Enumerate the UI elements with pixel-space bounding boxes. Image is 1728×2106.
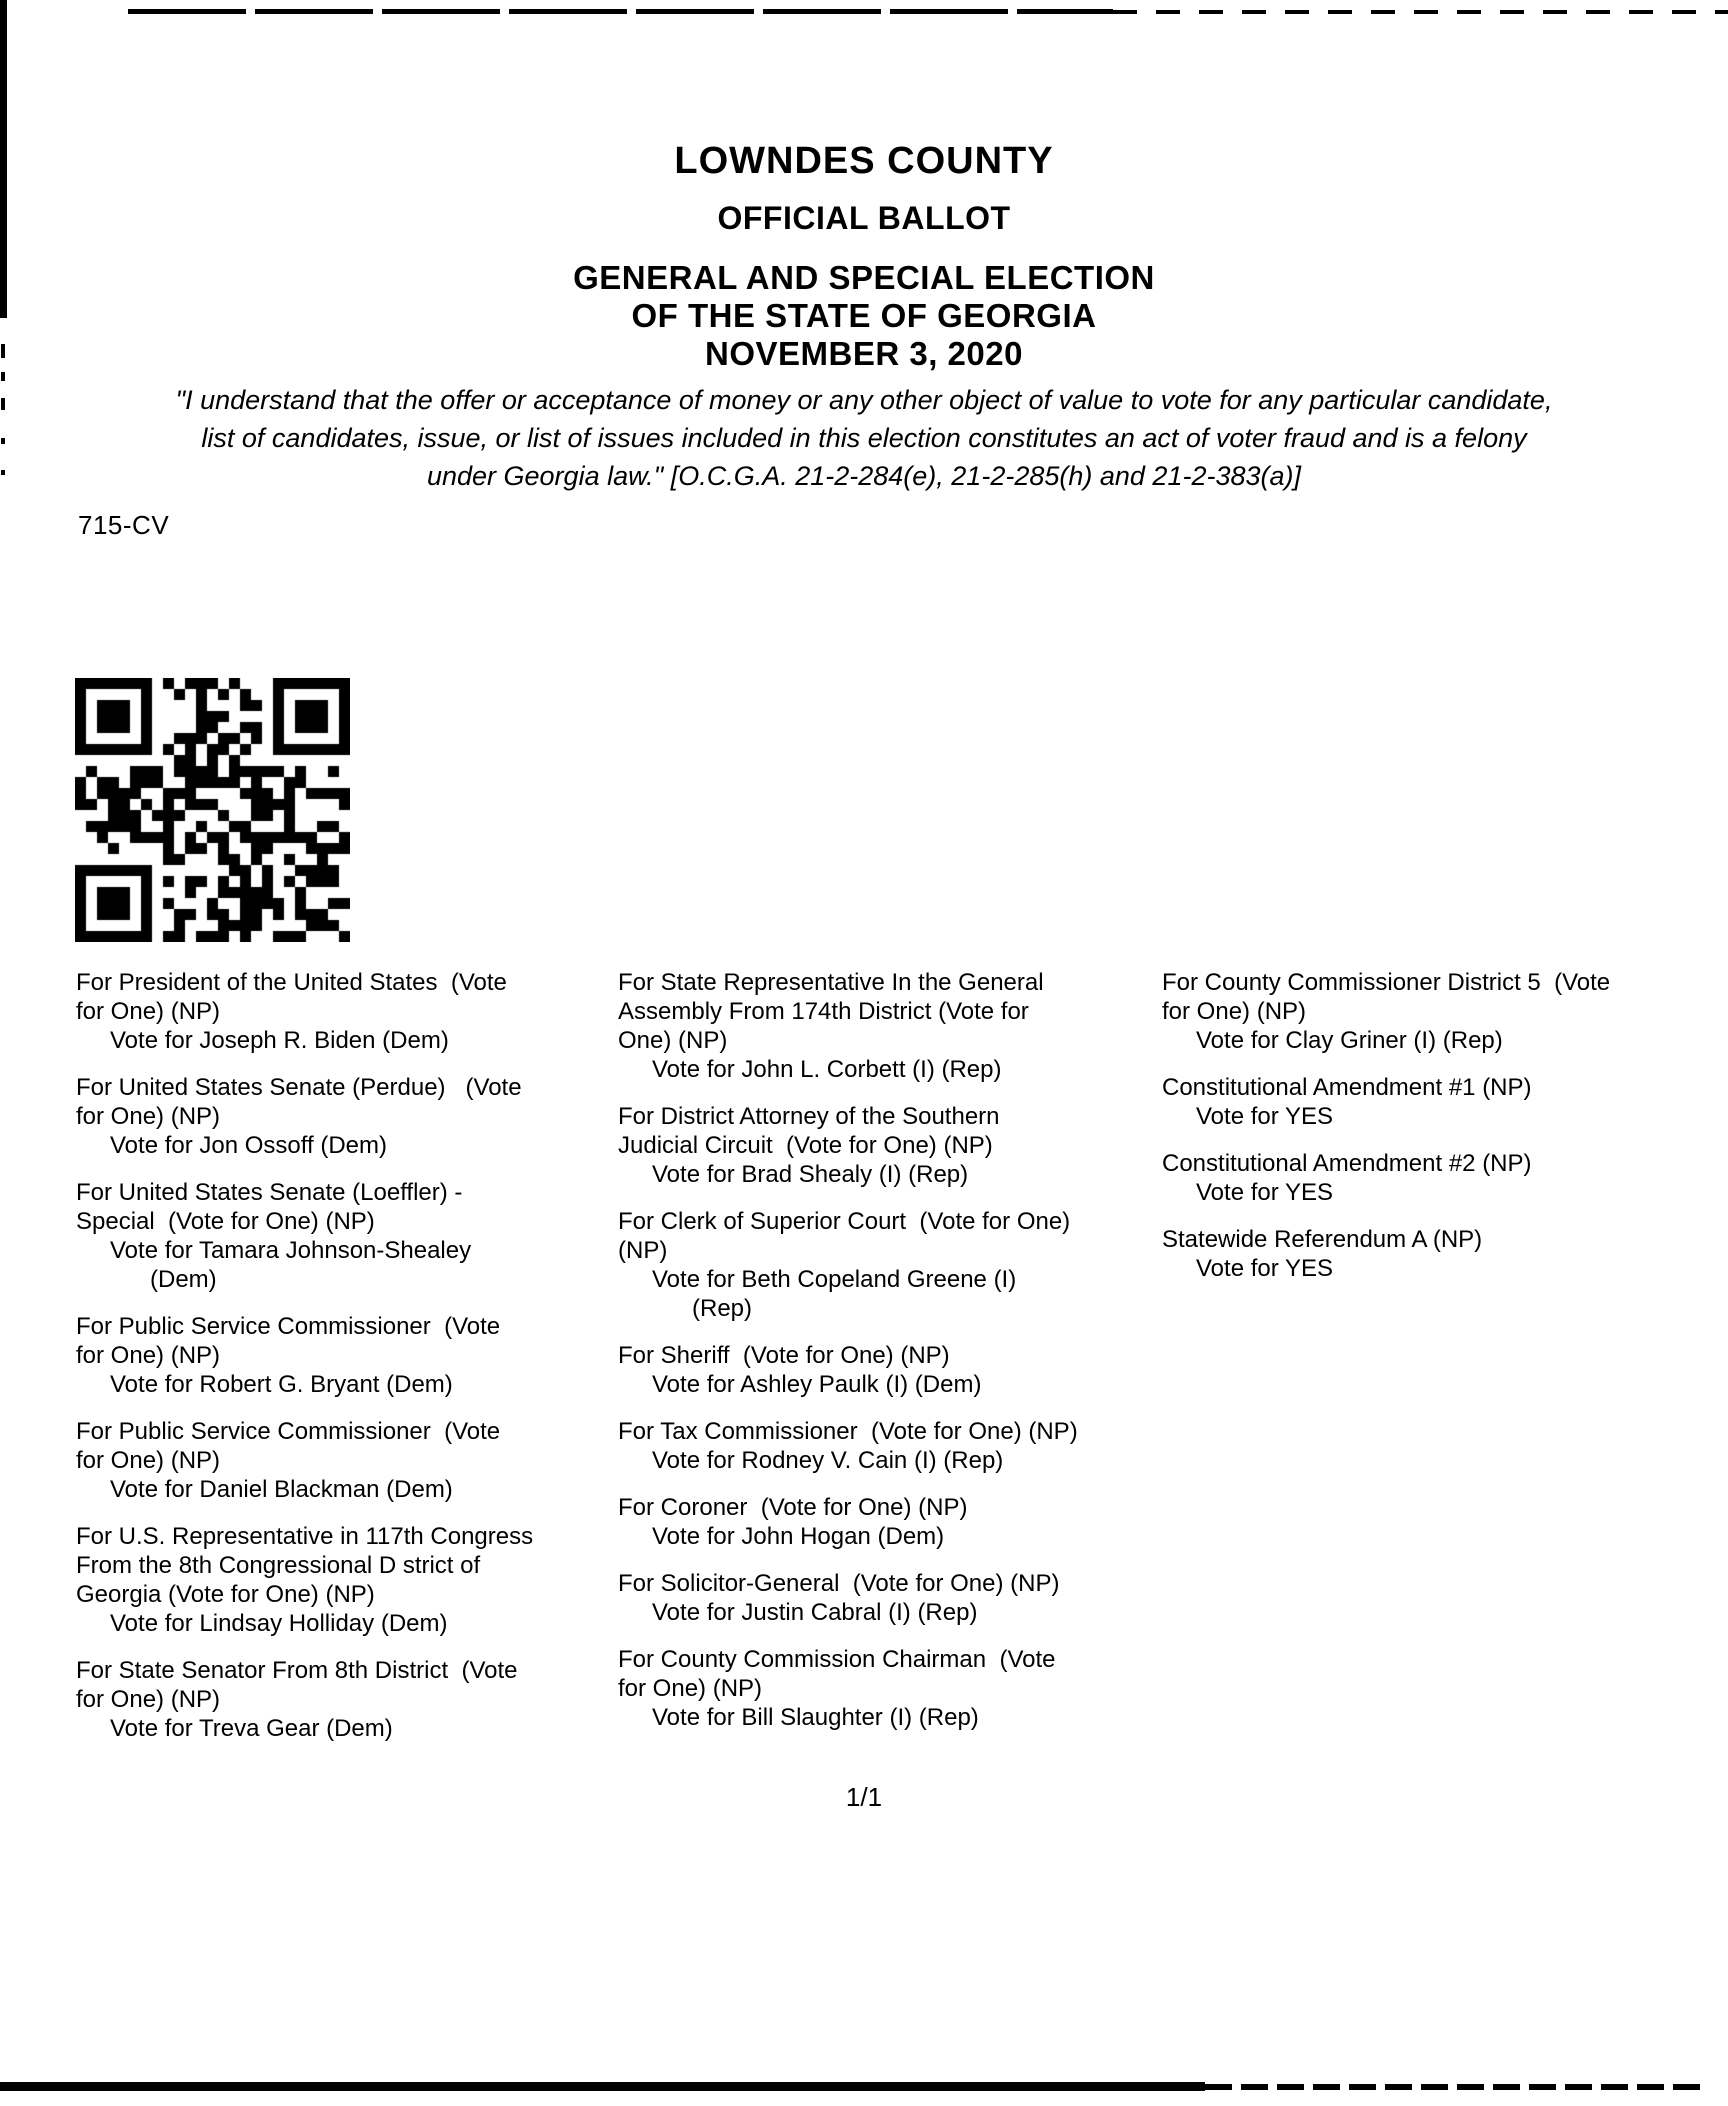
scan-artifact-left-dash bbox=[1, 372, 5, 381]
race-item bbox=[76, 1522, 616, 1638]
race-item bbox=[618, 1102, 1163, 1189]
race-title-line: Special (Vote for One) (NP) bbox=[76, 1208, 375, 1235]
scan-artifact-bottom-line bbox=[0, 2082, 1205, 2091]
race-title-line: For State Senator From 8th District (Vote bbox=[76, 1657, 518, 1684]
race-item bbox=[76, 1656, 616, 1743]
race-item bbox=[76, 1417, 616, 1504]
race-title-line: For President of the United States (Vote bbox=[76, 969, 507, 996]
race-vote-selection: Vote for YES bbox=[1196, 1255, 1333, 1282]
race-vote-selection: Vote for John Hogan (Dem) bbox=[652, 1523, 945, 1550]
race-title-line: for One) (NP) bbox=[1162, 998, 1307, 1025]
race-item bbox=[618, 1417, 1163, 1475]
race-vote-selection: Vote for YES bbox=[1196, 1179, 1333, 1206]
ballot-column-1 bbox=[76, 968, 616, 1761]
race-item bbox=[618, 968, 1163, 1084]
election-title-line1: GENERAL AND SPECIAL ELECTION bbox=[573, 259, 1155, 296]
scan-artifact-bottom-line-dashes bbox=[1205, 2084, 1705, 2090]
race-title-line: For U.S. Representative in 117th Congress bbox=[76, 1523, 534, 1550]
race-item bbox=[76, 1312, 616, 1399]
race-vote-selection: Vote for John L. Corbett (I) (Rep) bbox=[652, 1056, 1002, 1083]
race-item bbox=[76, 968, 616, 1055]
disclaimer-line: "I understand that the offer or acceptance of money or any other object of value to vote for any particular candidate, bbox=[175, 385, 1553, 415]
race-title-line: Constitutional Amendment #1 (NP) bbox=[1162, 1074, 1532, 1101]
race-title-line: From the 8th Congressional D strict of bbox=[76, 1552, 481, 1579]
ballot-type-title: OFFICIAL BALLOT bbox=[717, 200, 1011, 236]
form-code: 715-CV bbox=[78, 510, 170, 540]
ballot-column-3 bbox=[1162, 968, 1728, 1301]
race-title-line: One) (NP) bbox=[618, 1027, 728, 1054]
disclaimer-line: under Georgia law." [O.C.G.A. 21-2-284(e), 21-2-285(h) and 21-2-383(a)] bbox=[426, 461, 1302, 491]
race-vote-selection: Vote for Jon Ossoff (Dem) bbox=[110, 1132, 387, 1159]
race-item bbox=[76, 1178, 616, 1294]
race-title-line: for One) (NP) bbox=[76, 1447, 221, 1474]
race-vote-selection: Vote for Brad Shealy (I) (Rep) bbox=[652, 1161, 969, 1188]
race-title-line: Assembly From 174th District (Vote for bbox=[618, 998, 1029, 1025]
race-vote-selection: Vote for Ashley Paulk (I) (Dem) bbox=[652, 1371, 982, 1398]
race-item bbox=[1162, 1073, 1728, 1131]
race-title-line: For Clerk of Superior Court (Vote for One) bbox=[618, 1208, 1071, 1235]
race-title-line: For United States Senate (Perdue) (Vote bbox=[76, 1074, 522, 1101]
scan-artifact-top-line bbox=[128, 9, 1113, 14]
ballot-column-2 bbox=[618, 968, 1163, 1750]
race-vote-selection: Vote for Treva Gear (Dem) bbox=[110, 1715, 393, 1742]
race-vote-selection: Vote for Lindsay Holliday (Dem) bbox=[110, 1610, 448, 1637]
race-vote-selection: Vote for Robert G. Bryant (Dem) bbox=[110, 1371, 453, 1398]
race-item bbox=[1162, 1225, 1728, 1283]
race-item bbox=[618, 1645, 1163, 1732]
race-vote-selection: Vote for Bill Slaughter (I) (Rep) bbox=[652, 1704, 979, 1731]
race-title-line: for One) (NP) bbox=[76, 1103, 221, 1130]
race-item bbox=[618, 1207, 1163, 1323]
race-vote-selection: Vote for Clay Griner (I) (Rep) bbox=[1196, 1027, 1503, 1054]
race-vote-selection: Vote for YES bbox=[1196, 1103, 1333, 1130]
race-title-line: For Sheriff (Vote for One) (NP) bbox=[618, 1342, 950, 1369]
race-vote-selection: (Dem) bbox=[150, 1266, 217, 1293]
race-title-line: For Coroner (Vote for One) (NP) bbox=[618, 1494, 968, 1521]
race-item bbox=[1162, 1149, 1728, 1207]
race-title-line: Statewide Referendum A (NP) bbox=[1162, 1226, 1483, 1253]
race-vote-selection: Vote for Joseph R. Biden (Dem) bbox=[110, 1027, 449, 1054]
election-date: NOVEMBER 3, 2020 bbox=[705, 335, 1023, 372]
race-title-line: For County Commissioner District 5 (Vote bbox=[1162, 969, 1611, 996]
race-title-line: For Public Service Commissioner (Vote bbox=[76, 1313, 501, 1340]
scan-artifact-top-line-dashes bbox=[1113, 10, 1728, 14]
race-title-line: For Public Service Commissioner (Vote bbox=[76, 1418, 501, 1445]
race-item bbox=[76, 1073, 616, 1160]
page-number: 1/1 bbox=[845, 1782, 883, 1812]
race-title-line: Constitutional Amendment #2 (NP) bbox=[1162, 1150, 1532, 1177]
race-vote-selection: Vote for Beth Copeland Greene (I) bbox=[652, 1266, 1017, 1293]
fraud-disclaimer bbox=[0, 381, 1728, 495]
disclaimer-line: list of candidates, issue, or list of issues included in this election constitutes an act of voter fraud and is a felony bbox=[201, 423, 1527, 453]
race-title-line: For Tax Commissioner (Vote for One) (NP) bbox=[618, 1418, 1078, 1445]
race-title-line: For Solicitor-General (Vote for One) (NP) bbox=[618, 1570, 1060, 1597]
race-title-line: for One) (NP) bbox=[76, 998, 221, 1025]
county-title: LOWNDES COUNTY bbox=[674, 140, 1054, 182]
election-title-line2: OF THE STATE OF GEORGIA bbox=[631, 297, 1097, 334]
race-title-line: for One) (NP) bbox=[618, 1675, 763, 1702]
race-title-line: for One) (NP) bbox=[76, 1686, 221, 1713]
race-item bbox=[618, 1341, 1163, 1399]
race-title-line: For State Representative In the General bbox=[618, 969, 1044, 996]
race-title-line: For District Attorney of the Southern bbox=[618, 1103, 1000, 1130]
race-title-line: For United States Senate (Loeffler) - bbox=[76, 1179, 463, 1206]
ballot-header bbox=[0, 140, 1728, 373]
race-vote-selection: Vote for Daniel Blackman (Dem) bbox=[110, 1476, 453, 1503]
race-vote-selection: (Rep) bbox=[692, 1295, 753, 1322]
race-title-line: for One) (NP) bbox=[76, 1342, 221, 1369]
race-vote-selection: Vote for Tamara Johnson-Shealey bbox=[110, 1237, 472, 1264]
race-item bbox=[618, 1493, 1163, 1551]
race-item bbox=[1162, 968, 1728, 1055]
race-title-line: Georgia (Vote for One) (NP) bbox=[76, 1581, 375, 1608]
race-title-line: For County Commission Chairman (Vote bbox=[618, 1646, 1056, 1673]
race-title-line: Judicial Circuit (Vote for One) (NP) bbox=[618, 1132, 993, 1159]
race-vote-selection: Vote for Rodney V. Cain (I) (Rep) bbox=[652, 1447, 1004, 1474]
qr-code-canvas bbox=[75, 678, 350, 942]
qr-code-icon bbox=[75, 678, 350, 942]
race-vote-selection: Vote for Justin Cabral (I) (Rep) bbox=[652, 1599, 978, 1626]
race-item bbox=[618, 1569, 1163, 1627]
race-title-line: (NP) bbox=[618, 1237, 668, 1264]
